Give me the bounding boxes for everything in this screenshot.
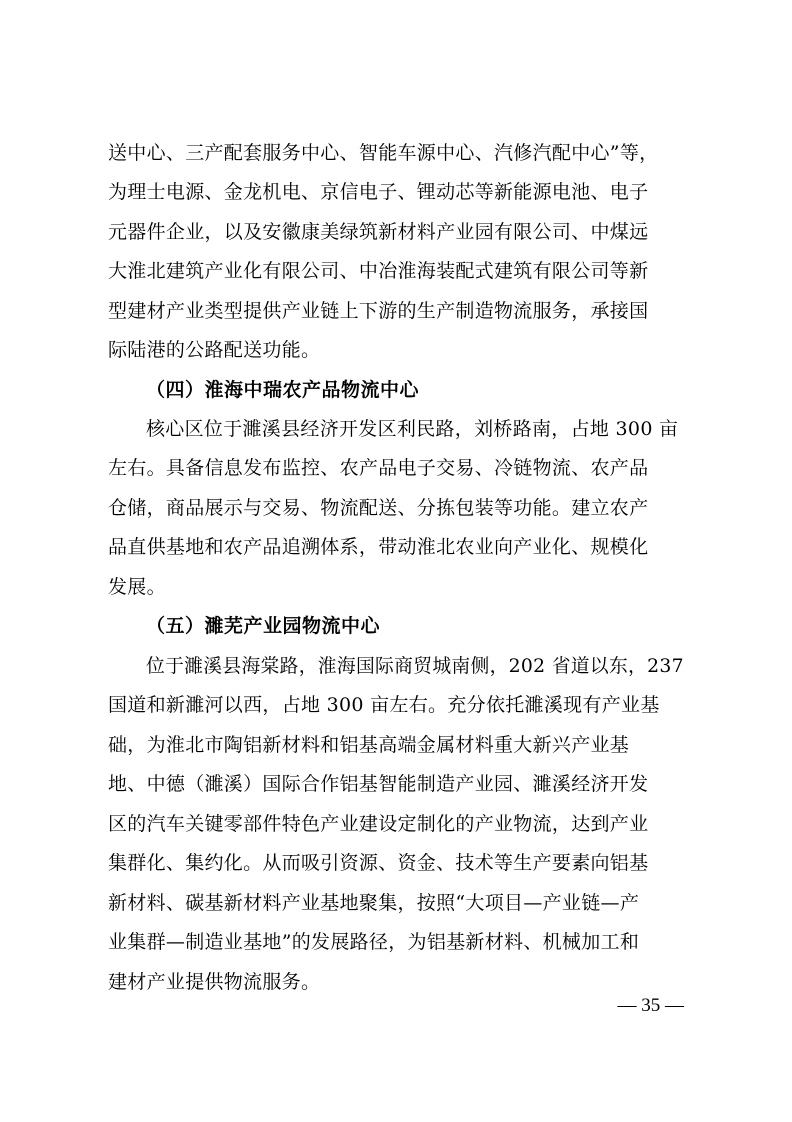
text-line: 为理士电源、金龙机电、京信电子、锂动芯等新能源电池、电子 xyxy=(108,181,649,203)
text-line: 发展。 xyxy=(108,576,166,598)
text-line: 仓储，商品展示与交易、物流配送、分拣包装等功能。建立农产 xyxy=(108,497,649,519)
text-line: 核心区位于濉溪县经济开发区利民路，刘桥路南，占地 300 亩 xyxy=(146,418,679,440)
text-line: 位于濉溪县海棠路，淮海国际商贸城南侧，202 省道以东，237 xyxy=(146,655,684,677)
text-line: 型建材产业类型提供产业链上下游的生产制造物流服务，承接国 xyxy=(108,300,649,322)
text-line: 大淮北建筑产业化有限公司、中冶淮海装配式建筑有限公司等新 xyxy=(108,260,649,282)
text-line: 集群化、集约化。从而吸引资源、资金、技术等生产要素向铝基 xyxy=(108,852,649,874)
text-line: 区的汽车关键零部件特色产业建设定制化的产业物流，达到产业 xyxy=(108,813,649,835)
text-line: 元器件企业，以及安徽康美绿筑新材料产业园有限公司、中煤远 xyxy=(108,221,649,243)
text-line: 送中心、三产配套服务中心、智能车源中心、汽修汽配中心”等， xyxy=(108,142,659,164)
page-number: — 35 — xyxy=(617,995,684,1016)
text-line: 国道和新濉河以西，占地 300 亩左右。充分依托濉溪现有产业基 xyxy=(108,694,660,716)
text-line: 际陆港的公路配送功能。 xyxy=(108,339,321,361)
text-line: 左右。具备信息发布监控、农产品电子交易、冷链物流、农产品 xyxy=(108,457,649,479)
text-line: 建材产业提供物流服务。 xyxy=(108,971,321,993)
text-line: 业集群—制造业基地”的发展路径，为铝基新材料、机械加工和 xyxy=(108,931,640,953)
section-heading: （五）濉芜产业园物流中心 xyxy=(146,615,381,637)
section-heading: （四）淮海中瑞农产品物流中心 xyxy=(146,379,420,401)
text-line: 品直供基地和农产品追溯体系，带动淮北农业向产业化、规模化 xyxy=(108,536,649,558)
text-line: 础，为淮北市陶铝新材料和铝基高端金属材料重大新兴产业基 xyxy=(108,734,630,756)
text-line: 地、中德（濉溪）国际合作铝基智能制造产业园、濉溪经济开发 xyxy=(108,773,649,795)
text-line: 新材料、碳基新材料产业基地聚集，按照“大项目—产业链—产 xyxy=(108,892,640,914)
